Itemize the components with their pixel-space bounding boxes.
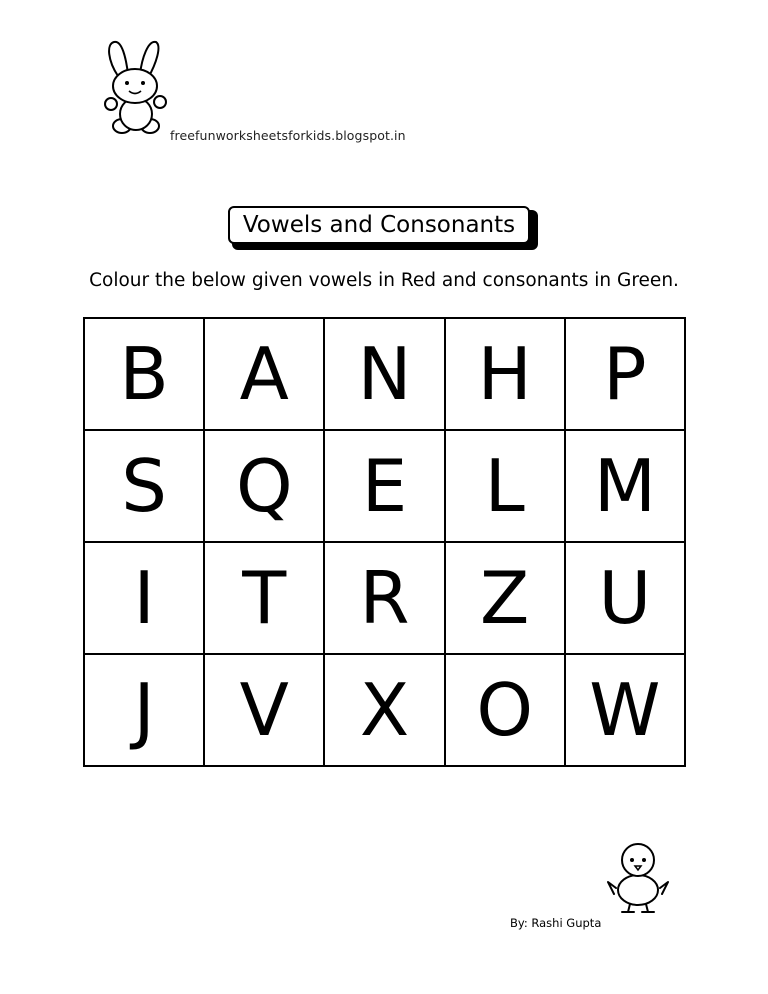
chick-icon	[606, 838, 670, 914]
letter-cell: Q	[205, 431, 325, 543]
letter-cell: I	[85, 543, 205, 655]
letter-cell: J	[85, 655, 205, 767]
letter-cell: Z	[446, 543, 566, 655]
letter-cell: E	[325, 431, 445, 543]
instruction-text: Colour the below given vowels in Red and consonants in Green.	[89, 270, 679, 291]
author-credit: By: Rashi Gupta	[510, 916, 602, 930]
letter-cell: H	[446, 319, 566, 431]
website-url: freefunworksheetsforkids.blogspot.in	[170, 128, 406, 143]
letter-cell: L	[446, 431, 566, 543]
letter-cell: A	[205, 319, 325, 431]
bunny-icon	[98, 36, 170, 140]
letter-cell: X	[325, 655, 445, 767]
page-title: Vowels and Consonants	[228, 206, 530, 244]
letter-cell: B	[85, 319, 205, 431]
letter-cell: M	[566, 431, 686, 543]
letter-cell: W	[566, 655, 686, 767]
letter-cell: S	[85, 431, 205, 543]
letter-grid	[83, 317, 686, 767]
letter-cell: R	[325, 543, 445, 655]
title-banner	[228, 206, 530, 244]
letter-cell: P	[566, 319, 686, 431]
letter-cell: N	[325, 319, 445, 431]
letter-cell: T	[205, 543, 325, 655]
letter-cell: U	[566, 543, 686, 655]
letter-cell: O	[446, 655, 566, 767]
letter-cell: V	[205, 655, 325, 767]
